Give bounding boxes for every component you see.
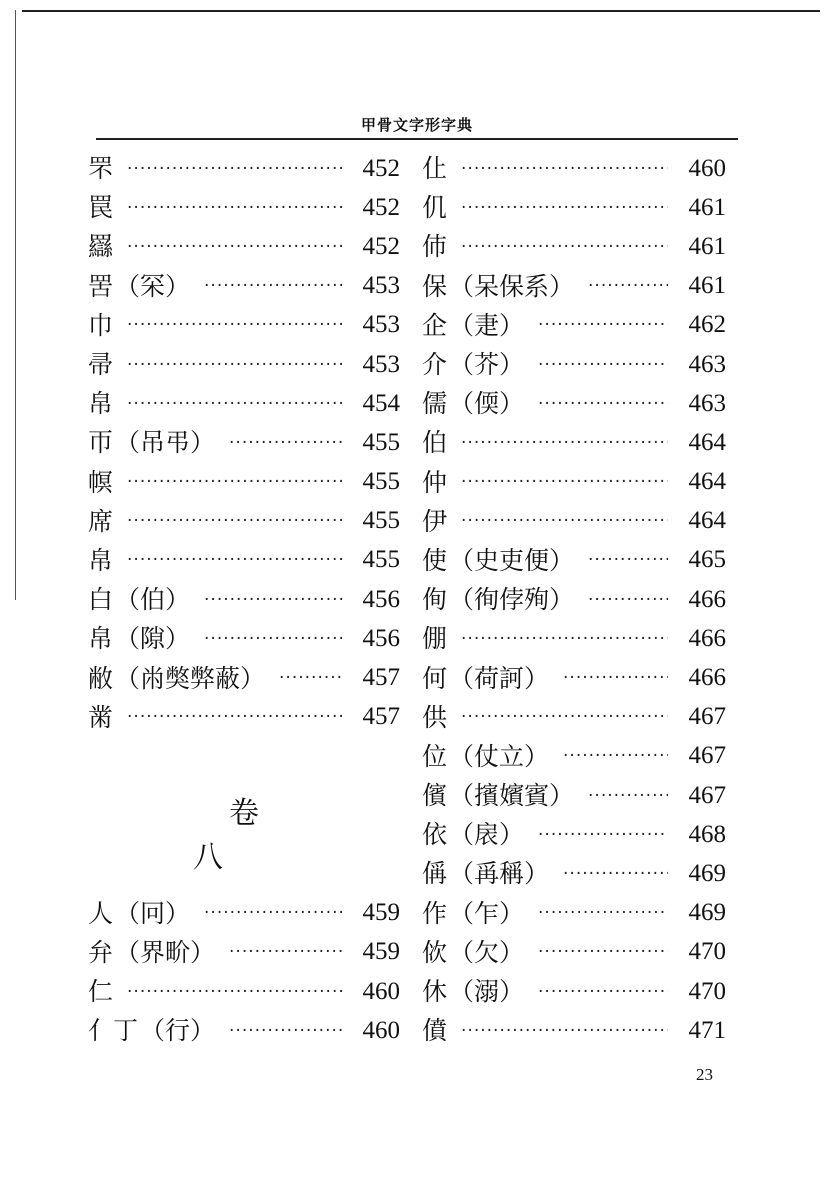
index-entry xyxy=(88,619,400,658)
entry-page-number: 469 xyxy=(688,899,726,927)
dot-leader xyxy=(461,472,668,492)
entry-character: 位 xyxy=(422,741,448,771)
entry-page-number: 467 xyxy=(688,742,726,770)
entry-character: 企 xyxy=(422,310,448,340)
entry-page-number: 461 xyxy=(688,193,726,221)
entry-character: 罠 xyxy=(88,193,114,223)
entry-page-number: 462 xyxy=(688,311,726,339)
index-entry xyxy=(422,423,726,462)
index-column-left xyxy=(88,149,433,1050)
index-entry xyxy=(422,541,726,580)
entry-character: 作 xyxy=(422,898,448,928)
entry-character: 席 xyxy=(88,506,114,536)
entry-character: 休 xyxy=(422,977,448,1007)
index-entry xyxy=(422,972,726,1011)
entry-page-number: 452 xyxy=(362,232,400,260)
dot-leader xyxy=(127,982,342,1002)
entry-variants: （㡀獘弊蔽） xyxy=(115,663,266,693)
index-entry xyxy=(88,306,400,345)
entry-page-number: 463 xyxy=(688,350,726,378)
entry-page-number: 456 xyxy=(362,585,400,613)
entry-page-number: 455 xyxy=(362,468,400,496)
index-entry xyxy=(422,580,726,619)
index-entry xyxy=(88,423,400,462)
entry-variants: （乍） xyxy=(449,898,525,928)
dot-leader xyxy=(279,668,342,688)
dot-leader xyxy=(538,394,668,414)
entry-character: 黹 xyxy=(88,702,114,732)
index-entry xyxy=(88,541,400,580)
dot-leader xyxy=(127,198,342,218)
index-entry xyxy=(88,580,400,619)
dot-leader xyxy=(127,237,342,257)
entry-character: 帀 xyxy=(88,428,114,458)
index-entry xyxy=(88,894,400,933)
dot-leader xyxy=(229,433,342,453)
entry-variants: （溺） xyxy=(449,977,525,1007)
index-entry xyxy=(422,188,726,227)
entry-variants: （擯嬪賓） xyxy=(449,781,575,811)
entry-variants: （爯稱） xyxy=(449,859,550,889)
entry-character: 羉 xyxy=(88,232,114,262)
entry-page-number: 460 xyxy=(362,977,400,1005)
entry-variants: （史吏便） xyxy=(449,545,575,575)
entry-page-number: 467 xyxy=(688,781,726,809)
entry-page-number: 471 xyxy=(688,1016,726,1044)
dot-leader xyxy=(229,942,342,962)
entry-page-number: 464 xyxy=(688,468,726,496)
index-column-right xyxy=(422,149,726,1050)
dot-leader xyxy=(588,786,668,806)
header-rule xyxy=(96,138,738,140)
entry-character: 帛 xyxy=(88,624,114,654)
entry-page-number: 453 xyxy=(362,350,400,378)
left-border-line xyxy=(15,10,16,600)
entry-variants: （隙） xyxy=(115,624,191,654)
entry-character: 亻丁 xyxy=(88,1016,139,1046)
dot-leader xyxy=(461,433,668,453)
dot-leader xyxy=(127,159,342,179)
page-number: 23 xyxy=(696,1065,713,1084)
dot-leader xyxy=(204,903,342,923)
dot-leader xyxy=(127,355,342,375)
dot-leader xyxy=(538,942,668,962)
index-entry xyxy=(422,658,726,697)
index-entry xyxy=(422,306,726,345)
entry-variants: （芥） xyxy=(449,350,525,380)
index-entry xyxy=(422,776,726,815)
index-entry xyxy=(88,933,400,972)
entry-variants: （伯） xyxy=(115,585,191,615)
entry-page-number: 465 xyxy=(688,546,726,574)
entry-character: 介 xyxy=(422,350,448,380)
index-entry xyxy=(422,815,726,854)
index-entry xyxy=(422,384,726,423)
dot-leader xyxy=(127,511,342,531)
entry-page-number: 461 xyxy=(688,272,726,300)
entry-character: 伯 xyxy=(422,428,448,458)
entry-page-number: 470 xyxy=(688,977,726,1005)
entry-variants: （呆保系） xyxy=(449,271,575,301)
dot-leader xyxy=(127,707,342,727)
section-heading: 卷 八 xyxy=(193,796,433,875)
dot-leader xyxy=(538,903,668,923)
dot-leader xyxy=(127,472,342,492)
entry-variants: （偄） xyxy=(449,389,525,419)
entry-character: 帚 xyxy=(88,350,114,380)
index-entry xyxy=(88,149,400,188)
dot-leader xyxy=(588,276,668,296)
index-entry xyxy=(422,345,726,384)
entry-page-number: 459 xyxy=(362,899,400,927)
index-entry xyxy=(88,1011,400,1050)
entry-page-number: 459 xyxy=(362,938,400,966)
entry-character: 帛 xyxy=(88,545,114,575)
dot-leader xyxy=(127,315,342,335)
entry-character: 伊 xyxy=(422,506,448,536)
entry-page-number: 470 xyxy=(688,938,726,966)
entry-page-number: 468 xyxy=(688,820,726,848)
entry-page-number: 452 xyxy=(362,193,400,221)
dot-leader xyxy=(563,746,668,766)
entry-character: 供 xyxy=(422,702,448,732)
entry-character: 偁 xyxy=(422,859,448,889)
entry-page-number: 461 xyxy=(688,232,726,260)
entry-character: 依 xyxy=(422,820,448,850)
dot-leader xyxy=(461,1021,668,1041)
entry-page-number: 464 xyxy=(688,428,726,456)
entry-character: 仩 xyxy=(422,154,448,184)
index-entry xyxy=(88,345,400,384)
entry-character: 白 xyxy=(88,585,114,615)
index-entry xyxy=(88,502,400,541)
entry-page-number: 469 xyxy=(688,859,726,887)
entry-character: 佽 xyxy=(422,937,448,967)
dot-leader xyxy=(461,707,668,727)
entry-page-number: 467 xyxy=(688,703,726,731)
dot-leader xyxy=(563,864,668,884)
dot-leader xyxy=(538,355,668,375)
entry-character: 巾 xyxy=(88,310,114,340)
entry-page-number: 452 xyxy=(362,154,400,182)
entry-page-number: 455 xyxy=(362,428,400,456)
dot-leader xyxy=(204,590,342,610)
entry-character: 僨 xyxy=(422,1016,448,1046)
entry-page-number: 466 xyxy=(688,624,726,652)
dot-leader xyxy=(461,629,668,649)
index-entry xyxy=(88,267,400,306)
top-border-line xyxy=(22,10,820,12)
entry-variants: （行） xyxy=(140,1016,216,1046)
entry-character: 侚 xyxy=(422,585,448,615)
entry-character: 罟 xyxy=(88,271,114,301)
entry-character: 倗 xyxy=(422,624,448,654)
entry-variants: （冋） xyxy=(115,898,191,928)
entry-variants: （仗立） xyxy=(449,741,550,771)
index-entry xyxy=(88,972,400,1011)
entry-character: 使 xyxy=(422,545,448,575)
entry-page-number: 457 xyxy=(362,664,400,692)
entry-page-number: 453 xyxy=(362,272,400,300)
index-entry xyxy=(88,384,400,423)
index-entry xyxy=(422,619,726,658)
entry-character: 儒 xyxy=(422,389,448,419)
entry-character: 何 xyxy=(422,663,448,693)
entry-character: 保 xyxy=(422,271,448,301)
dot-leader xyxy=(461,159,668,179)
dot-leader xyxy=(588,590,668,610)
entry-page-number: 454 xyxy=(362,389,400,417)
entry-variants: （徇侼殉） xyxy=(449,585,575,615)
entry-page-number: 457 xyxy=(362,703,400,731)
entry-character: 仲 xyxy=(422,467,448,497)
dot-leader xyxy=(461,237,668,257)
dot-leader xyxy=(461,198,668,218)
entry-character: 伂 xyxy=(422,232,448,262)
entry-character: 幎 xyxy=(88,467,114,497)
entry-variants: （吊弔） xyxy=(115,428,216,458)
entry-character: 弁 xyxy=(88,937,114,967)
index-entry xyxy=(422,698,726,737)
index-entry xyxy=(422,149,726,188)
running-header: 甲骨文字形字典 xyxy=(360,116,473,134)
entry-character: 儐 xyxy=(422,781,448,811)
entry-page-number: 463 xyxy=(688,389,726,417)
index-entry xyxy=(422,933,726,972)
index-entry xyxy=(422,894,726,933)
entry-character: 敝 xyxy=(88,663,114,693)
dot-leader xyxy=(538,315,668,335)
index-entry xyxy=(422,737,726,776)
entry-character: 罘 xyxy=(88,154,114,184)
entry-character: 人 xyxy=(88,898,114,928)
index-entry xyxy=(422,227,726,266)
index-entry xyxy=(422,854,726,893)
dot-leader xyxy=(461,511,668,531)
index-entry xyxy=(88,188,400,227)
entry-variants: （荷訶） xyxy=(449,663,550,693)
entry-page-number: 460 xyxy=(362,1016,400,1044)
index-entry xyxy=(422,267,726,306)
entry-variants: （罙） xyxy=(115,271,191,301)
entry-page-number: 455 xyxy=(362,507,400,535)
dot-leader xyxy=(538,825,668,845)
entry-variants: （扆） xyxy=(449,820,525,850)
entry-page-number: 455 xyxy=(362,546,400,574)
index-entry xyxy=(88,658,400,697)
entry-page-number: 466 xyxy=(688,585,726,613)
index-entry xyxy=(88,227,400,266)
dot-leader xyxy=(204,629,342,649)
entry-page-number: 453 xyxy=(362,311,400,339)
dot-leader xyxy=(588,550,668,570)
dot-leader xyxy=(127,550,342,570)
index-entry xyxy=(422,1011,726,1050)
dot-leader xyxy=(127,394,342,414)
entry-character: 帛 xyxy=(88,389,114,419)
dot-leader xyxy=(563,668,668,688)
entry-character: 仁 xyxy=(88,977,114,1007)
dot-leader xyxy=(204,276,342,296)
index-entry xyxy=(88,698,400,737)
index-entry xyxy=(422,463,726,502)
entry-variants: （界畍） xyxy=(115,937,216,967)
entry-page-number: 464 xyxy=(688,507,726,535)
index-entry xyxy=(422,502,726,541)
dot-leader xyxy=(229,1021,342,1041)
entry-page-number: 466 xyxy=(688,664,726,692)
entry-variants: （欠） xyxy=(449,937,525,967)
entry-page-number: 456 xyxy=(362,624,400,652)
entry-character: 仉 xyxy=(422,193,448,223)
dot-leader xyxy=(538,982,668,1002)
entry-page-number: 460 xyxy=(688,154,726,182)
entry-variants: （疌） xyxy=(449,310,525,340)
index-entry xyxy=(88,463,400,502)
